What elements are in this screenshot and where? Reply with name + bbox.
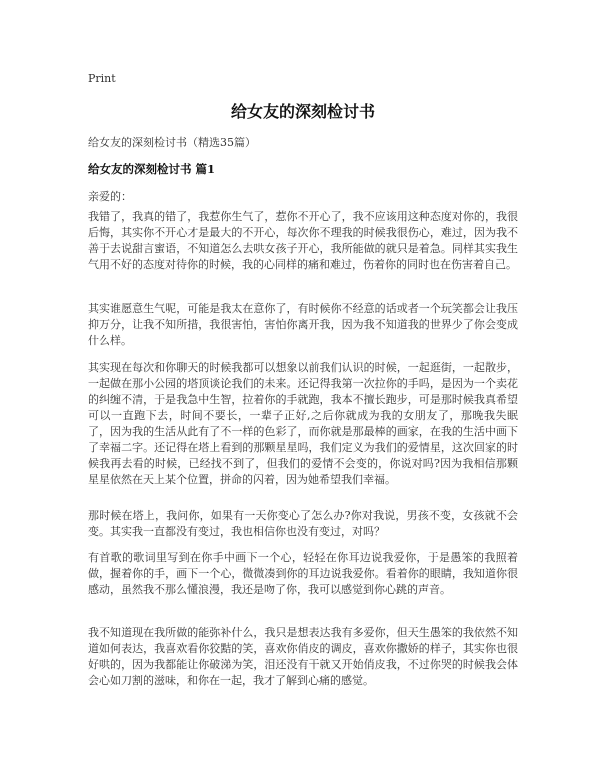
- body-paragraph: 其实现在每次和你聊天的时候我都可以想象以前我们认识的时候，一起逛街，一起散步，一起做在那小公园的塔顶谈论我们的未来。还记得我第一次拉你的手吗，是因为一个卖花的纠缠不清，于是我急中生智，拉着你的手就跑，我本不擅长跑步，可是那时候我真希望可以一直跑下去，时间不要长，一辈子正好,之后你就成为我的女朋友了，那晚我失眠了，因为我的生活从此有了不一样的色彩了，而你就是那最棒的画家，在我的生活中画下了幸福二字。还记得在塔上看到的那颗星星吗，我们定义为我们的爱情星，这次回家的时候我再去看的时候，已经找不到了，但我们的爱情不会变的，你说对吗?因为我相信那颗星星依然在天上某个位置，拼命的闪着，因为她希望我们幸福。: [88, 361, 518, 486]
- body-paragraph: 我错了，我真的错了，我惹你生气了，惹你不开心了，我不应该用这种态度对你的，我很后悔，其实你不开心才是最大的不开心，每次你不理我的时候我很伤心，难过，因为我不善于去说甜言蜜语，不知道怎么去哄女孩子开心，我所能做的就只是着急。同样其实我生气用不好的态度对待你的时候，我的心同样的痛和难过，伤着你的同时也在伤害着自己。: [88, 210, 518, 271]
- body-paragraph: 其实谁愿意生气呢，可能是我太在意你了，有时候你不经意的话或者一个玩笑都会让我压抑万分，让我不知所措，我很害怕，害怕你离开我，因为我不知道我的世界少了你会变成什么样。: [88, 302, 518, 347]
- body-paragraph: 那时候在塔上，我问你，如果有一天你变心了怎么办?你对我说，男孩不变，女孩就不会变。其实我一直都没有变过，我也相信你也没有变过，对吗？: [88, 509, 518, 538]
- section-heading: 给女友的深刻检讨书 篇1: [88, 162, 216, 176]
- document-subtitle: 给女友的深刻检讨书（精选35篇）: [88, 136, 256, 149]
- salutation: 亲爱的：: [88, 190, 132, 203]
- body-paragraph: 我不知道现在我所做的能弥补什么，我只是想表达我有多爱你，但天生愚笨的我依然不知道如何表达，我喜欢看你狡黠的笑，喜欢你俏皮的调皮，喜欢你撒娇的样子，其实你也很好哄的，因为我都能让你破涕为笑，泪还没有干就又开始俏皮我，不过你哭的时候我会体会心如刀割的滋味，和你在一起，我才了解到心痛的感觉。: [88, 626, 518, 687]
- document-title: 给女友的深刻检讨书: [230, 102, 375, 121]
- body-paragraph: 有首歌的歌词里写到在你手中画下一个心，轻轻在你耳边说我爱你，于是愚笨的我照着做，握着你的手，画下一个心，微微凑到你的耳边说我爱你。看着你的眼睛，我知道你很感动，虽然我不那么懂浪漫，我还是吻了你，我可以感觉到你心跳的声音。: [88, 551, 518, 596]
- print-link[interactable]: Print: [88, 72, 116, 85]
